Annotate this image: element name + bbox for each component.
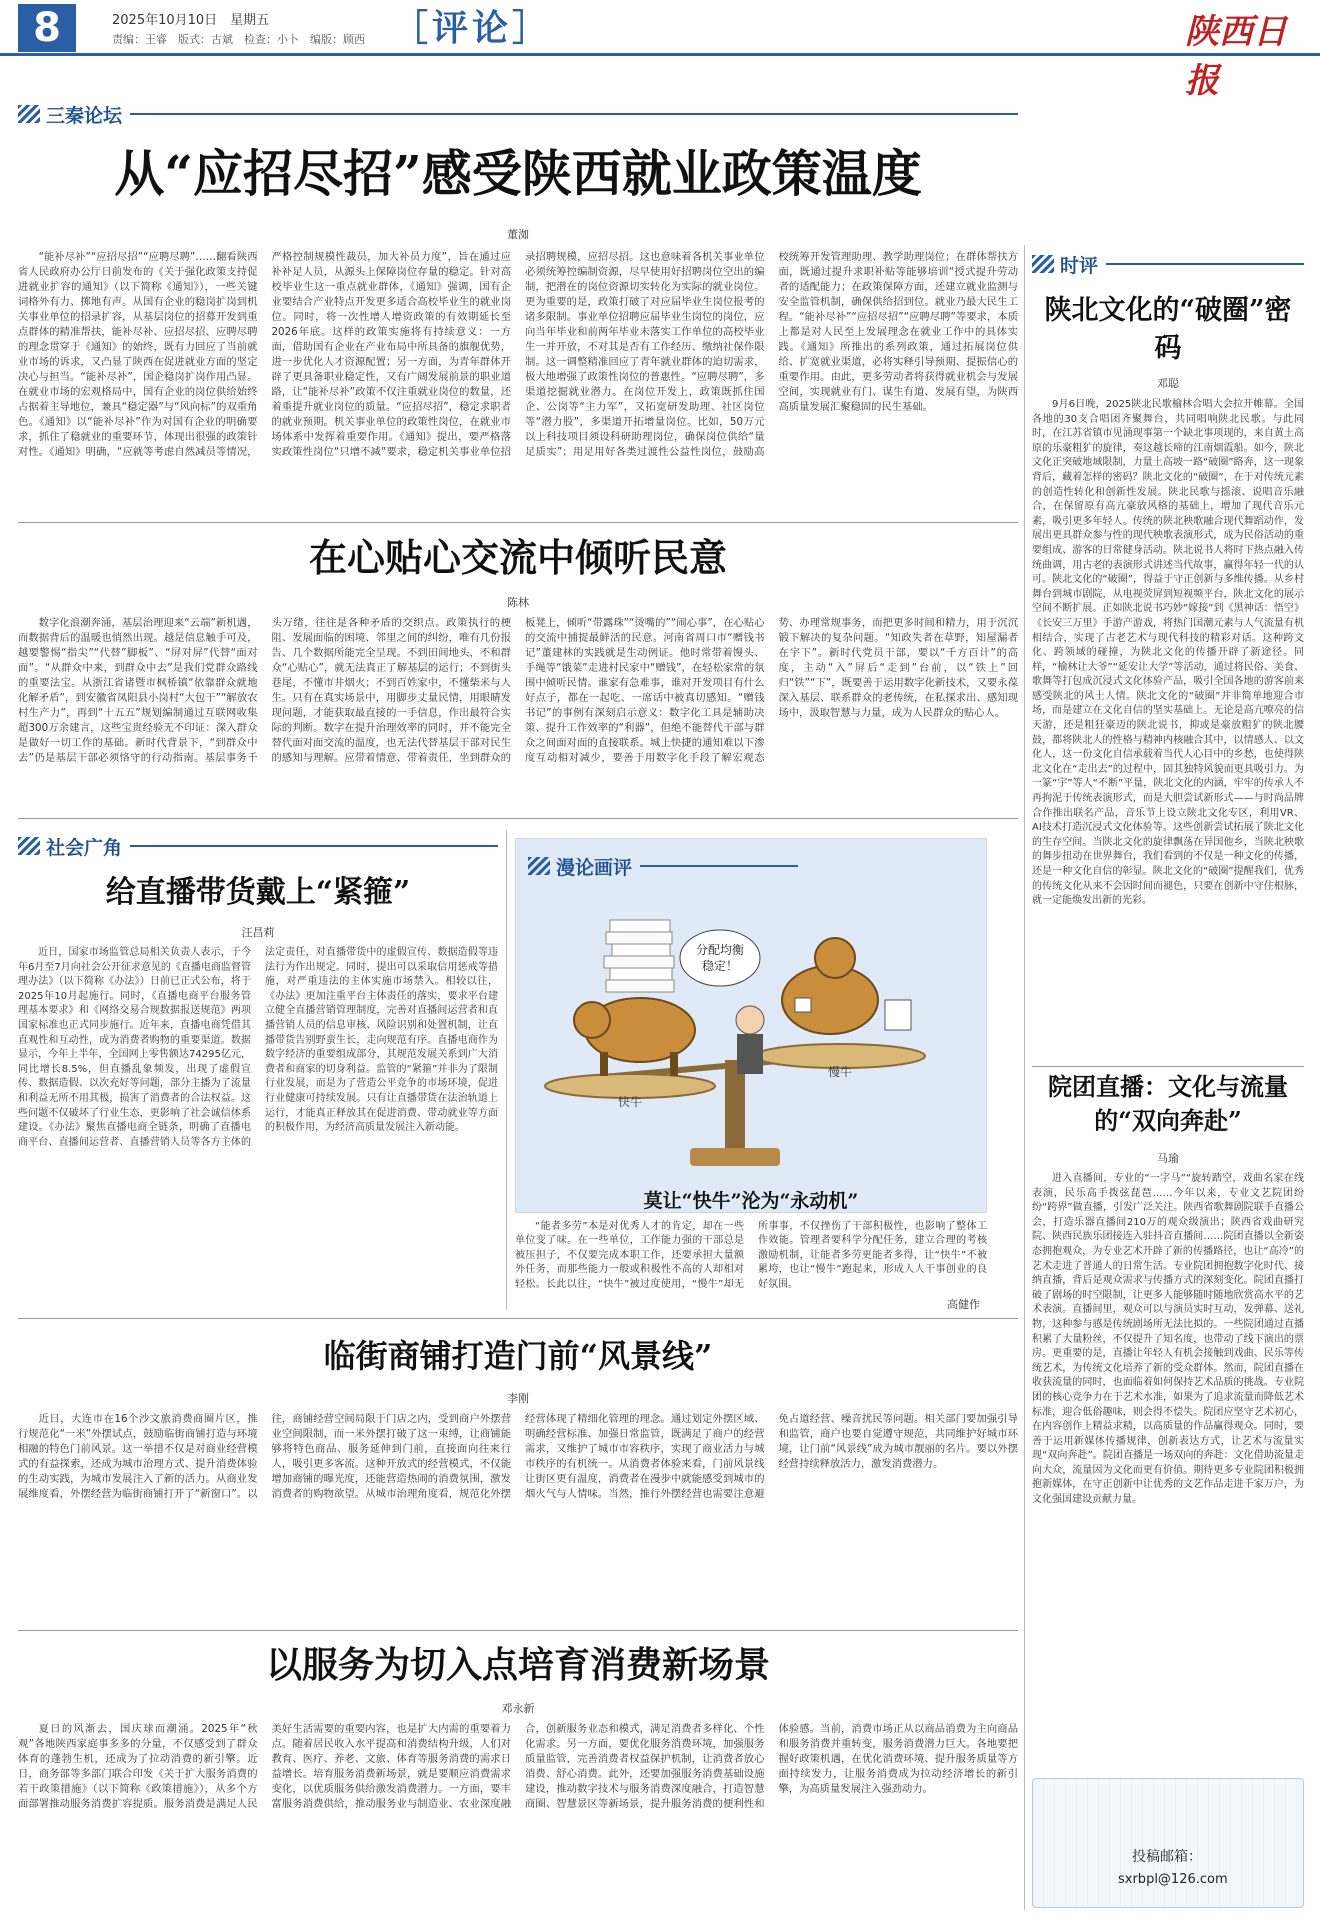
cartoon-author: 高健作 [947,1298,980,1311]
cartoon-illustration [530,880,970,1180]
body-article3: 9月6日晚，2025陕北民歌榆林合唱大会拉开帷幕。全国各地的30支合唱团齐聚舞台，共同唱响陕北民歌。与此同时，在江苏省镇市见涌现事第一个缺北事项现的，来自黄土高原的乐豪粗犷的旋律，奏这越长啼的江南烟霞船。如今，陕北文化正突破地域限制，力量土高坡一路“破圈”路奔，这一现象背后，藏着怎样的密码？陕北文化的“破圈”，在于对传统元素的创造性转化和创新性发展。陕北民歌与摇滚、说唱音乐融合，在保留原有高亢豪放风格的基础上，增加了现代音乐元素，吸引更多年轻人。传统的陕北秧歌融合现代舞蹈动作，发展出更具群众参与性的现代秧歌表演形式，成为民俗活动的重要组成、游客的日常健身活动。陕北说书人将时下热点融入传统曲调，用古老的表演形式讲述当代故事，赢得年轻一代的认可。陕北文化的“破圈”，得益于守正创新与多维传播。从乡村舞台到城市剧院，从电视荧屏到短视频平台，陕北文化的展示空间不断扩展。正如陕北说书巧妙“嫁接”到《黑神话：悟空》《长安三万里》手游产游戏，将热门国潮元素与人气流量有机相结合，实现了古老艺术与现代科技的精彩对话。这种跨文化、跨领域的碰撞，为陕北文化的传播开辟了新途径。同样，“榆林让大爷”“延安让大学”等活动，通过将民俗、美食、歌舞等打包成沉浸式文化体验产品，吸引全国各地的游客前来感受陕北的风土人情。陕北文化的“破圈”并非简单地迎合市场，而是建立在文化自信的坚实基础上。无论是高亢嘹亮的信天游，还是粗狂豪迈的陕北说书，抑或是豪放粗犷的陕北腰鼓，都将陕北人的性格与精神内核融合其中，以情感人、以文化人，这一份文化自信承载着当代人心目中的乡愁，也使得陕北文化在“走出去”的过程中，固其独特风貌而更具吸引力。为一篆“宇”等人“不断”平量，陕北文化的内涵，牢牢的传承人不再拘泥于传统表演形式，而是大胆尝试新形式——与时尚品牌合作推出联名产品，音乐节上设立陕北文化专区，利用VR、AI技术打造沉浸式文化体验等。这些创新尝试拓展了陕北文化的生存空间。当陕北文化的旋律飘荡在异国他乡，当陕北秧歌的舞步扭动在世界舞台，我们看到的不仅是一种文化的传播，还是一种文化自信的彰显。陕北文化的“破圈”提醒我们，优秀的传统文化从来不会因时间而褪色，只要在创新中守住根脉，就一定能焕发出新的光彩。 [1032,399,1304,907]
paper-stack-icon [604,920,674,992]
byline-article2: 陈林 [507,596,529,609]
headline-article7: 以服务为切入点培育消费新场景 [265,1644,770,1686]
byline-article4: 汪昌莉 [241,926,275,939]
divider [640,865,798,867]
submission-label: 投稿邮箱： [1132,1849,1202,1865]
divider [130,845,498,847]
byline-article7: 邓永新 [501,1702,535,1715]
body-cartoon: “能者多劳”本是对优秀人才的肯定，却在一些单位变了味。在一些单位，工作能力强的干部总是被压担子，不仅要完成本职工作，还要承担大量额外任务，而那些能力一般或积极性不高的人却相对轻松。长此以往，“快牛”被过度使用，“慢牛”却无所事事，不仅挫伤了干部积极性，也影响了整体工作效能。管理者要科学分配任务，建立合理的考核激励机制，让能者多劳更能者多得，让“快牛”不被累垮，也让“慢牛”跑起来，形成人人干事创业的良好氛围。 [515,1221,987,1290]
headline-article4: 给直播带货戴上“紧箍” [105,875,411,910]
headline-article3: 陕北文化的“破圈”密码 [1044,295,1292,364]
stripe-icon [18,837,40,855]
submission-email[interactable]: sxrbpl@126.com [1118,1872,1228,1887]
submission-box [1032,1778,1304,1908]
divider [18,1318,1018,1319]
newspaper-icon [885,1000,911,1030]
column-label-text: 时评 [1060,254,1099,277]
body-article4: 近日，国家市场监管总局相关负责人表示，于今年6月至7月向社会公开征求意见的《直播电商监督管理办法》（以下简称《办法》）日前已正式公布，将于2025年10月起施行。同时，《直播电商平台服务管理基本要求》和《网络交易合规数据报送规范》两项国家标准也正式同步施行。近年来，直播电商凭借其直观性和互动性，成为消费者购物的重要渠道。数据显示，今年上半年，全国网上零售额达74295亿元，同比增长8.5%，但直播乱象频发，出现了虚假宣传、数据造假、以次充好等问题，部分主播为了流量和利益无所不用其极，损害了消费者的合法权益。这些问题不仅破坏了行业生态，更影响了社会诚信体系建设。《办法》聚焦直播电商全链条，明确了直播电商平台、直播间运营者、直播营销人员等各方主体的法定责任，对直播带货中的虚假宣传、数据造假等违法行为作出规定。同时，提出可以采取信用惩戒等措施，对严重违法的主体实施市场禁入。相较以往，《办法》更加注重平台主体责任的落实，要求平台建立健全直播营销管理制度，完善对直播间运营者和直播营销人员的信息审核、风险识别和处置机制，让直播带货告别野蛮生长，走向规范有序。直播电商作为数字经济的重要组成部分，其规范发展关系到广大消费者和商家的切身利益。监管的“紧箍”并非为了限制行业发展，而是为了营造公平竞争的市场环境，促进行业健康可持续发展。只有让直播带货在法治轨道上运行，才能真正释放其在促进消费、带动就业等方面的积极作用，为经济高质量发展注入新动能。 [18,947,498,1148]
column-divider [506,830,507,1310]
right-plate-label: 慢牛 [827,1065,853,1079]
stripe-icon [528,857,550,875]
newspaper-logo: 陕西日报 [1185,12,1287,101]
manager-figure-icon [736,1006,764,1074]
divider [1032,1066,1304,1067]
body-article7: 夏日的风渐去，国庆球而潮涌。2025年“秋观”各地陕西家庭事多多的分量，不仅感受到了群众体育的蓬勃生机，还成为了拉动消费的新引擎。近日，商务部等多部门联合印发《关于扩大服务消费的若干政策措施》（以下简称《政策措施》），从多个方面部署推动服务消费扩容提质。服务消费是满足人民美好生活需要的重要内容，也是扩大内需的重要着力点。随着居民收入水平提高和消费结构升级，人们对教育、医疗、养老、文旅、体育等服务消费的需求日益增长。培育服务消费新场景，就是要顺应消费需求变化，以优质服务供给激发消费潜力。一方面，要丰富服务消费供给，推动服务业与制造业、农业深度融合，创新服务业态和模式，满足消费者多样化、个性化需求。另一方面，要优化服务消费环境，加强服务质量监管，完善消费者权益保护机制，让消费者放心消费、舒心消费。此外，还要加强服务消费基础设施建设，推动数字技术与服务消费深度融合，打造智慧商圈、智慧景区等新场景，提升服务消费的便利性和体验感。当前，消费市场正从以商品消费为主向商品和服务消费并重转变，服务消费潜力巨大。各地要把握好政策机遇，在优化消费环境、提升服务质量等方面持续发力，让服务消费成为拉动经济增长的新引擎，为高质量发展注入强劲动力。 [18,1723,1018,1810]
byline-article3: 邓聪 [1157,377,1179,390]
column-label-text: 社会广角 [46,836,123,859]
column-label-shehui [18,832,498,860]
speech-bubble-text: 稳定！ [701,959,739,973]
column-label-text: 漫论画评 [556,856,633,879]
left-plate-label: 快牛 [617,1095,643,1109]
body-article1: “能补尽补”“应招尽招”“应聘尽聘”……翻看陕西省人民政府办公厅日前发布的《关于强化政策支持促进就业扩容的通知》（以下简称《通知》），一些关键词格外有力、掷地有声。从国有企业的稳岗扩岗到机关事业单位的招录扩容，从基层岗位的招募开发到重点群体的精准帮扶，能补尽补、应招尽招、应聘尽聘的理念贯穿于《通知》的始终，既有力回应了当前就业市场的诉求，又凸显了陕西在促进就业方面的坚定决心与担当。“能补尽补”，国企稳岗扩岗作用凸显。在就业市场的宏观格局中，国有企业的岗位供给始终占据着主导地位，兼具“稳定器”与“风向标”的双重角色。《通知》以“能补尽补”作为对国有企业的明确要求，抓住了稳就业的重要环节，体现出很强的政策针对性。《通知》明确，“应就等考虑自然减员等情况，严格控制规模性裁员，加大补员力度”，旨在通过应补补足人员，从源头上保障岗位存量的稳定。针对高校毕业生这一重点就业群体，《通知》强调，国有企业要结合产业特点开发更多适合高校毕业生的就业岗位。同时，将一次性增人增资政策的有效期延长至2026年底。这样的政策实施将有持续意义：一方面，借助国有企业在产业布局中所具备的旗舰优势，进一步优化人才资源配置；另一方面，为青年群体开辟了更具备职业稳定性，又有广阔发展前景的职业道路，让“能补尽补”政策不仅注重就业岗位的数量，还着重提升就业岗位的质量。“应招尽招”，稳定求职者的就业预期。机关事业单位的政策性岗位，在就业市场体系中发挥着重要作用。《通知》提出，要严格落实政策性岗位“只增不减”要求，稳定机关事业单位招录招聘规模，应招尽招。这也意味着各机关事业单位必须统筹控编制资源，尽早使用好招聘岗位空出的编制，把潜在的岗位资源切实转化为实际的就业岗位。更为重要的是，政策打破了对应届毕业生岗位报考的诸多限制。事业单位招聘应届毕业生岗位的岗位，应向当年毕业和前两年毕业未落实工作单位的高校毕业生一并开放，不对其是否有工作经历、缴纳社保作限制。这一调整精准回应了青年就业群体的迫切需求，极大地增强了政策性岗位的普惠性。“应聘尽聘”，多渠道挖掘就业潜力。在岗位开发上，政策既抓住国企、公岗等“主力军”，又拓宽研发助理、社区岗位等“潜力股”，多渠道开拓增量岗位。比如，50万元以上科技项目须设科研助理岗位，确保岗位供给“量足质实”；用足用好各类过渡性公益性岗位，鼓励高校统筹开发管理助理、教学助理岗位；在群体帮扶方面，既通过提升求职补贴等能够培训“授式提升劳动者的适配能力；在政策保障方面，还建立就业监测与安全监管机制，确保供给招到位。就业乃最大民生工程。“能补尽补”“应招尽招”“应聘尽聘”等要求，本质上都是对人民至上发展理念在就业工作中的具体实践。《通知》所推出的系列政策，通过拓展岗位供给、扩宽就业渠道，必将实释引导预期、提振信心的重要作用。由此，更多劳动者将获得就业机会与发展空间，实现就业有门、谋生有道、发展有望，为陕西高质量发展汇聚稳固的民生基础。 [18,251,1018,458]
byline-article1: 董洳 [507,228,529,241]
editors-credit: 责编：王睿 版式：古斌 检查：小卜 编版：顾西 [112,33,365,46]
headline-article2: 在心贴心交流中倾听民意 [308,535,727,580]
body-article6: 进入直播间，专业的“一字马”“旋转踏空，戏曲名家在线表演，民乐高手拨弦琵琶……今年以来，专业文艺院团纷纷“跨界”做直播，引发广泛关注。陕西省歌舞剧院联手直播公会，打造乐器直播间210万的观众级演出；陕西省戏曲研究院、陕西民族乐团接连入驻抖音直播间……院团直播以全新姿态拥抱观众，为专业艺术开辟了新的传播路径，也让“高冷”的艺术走进了普通人的日常生活。专业院团拥抱数字化时代、接纳直播，背后是观众需求与传播方式的深刻变化。院团直播打破了剧场的时空限制，让更多人能够随时随地欣赏高水平的艺术表演。直播间里，观众可以与演员实时互动，发弹幕、送礼物，这种参与感是传统剧场所无法比拟的。一些院团通过直播积累了大量粉丝，不仅提升了知名度，也带动了线下演出的票房。更重要的是，直播让年轻人有机会接触到戏曲、民乐等传统艺术，为传统文化培养了新的受众群体。然而，院团直播在收获流量的同时，也面临着如何保持艺术品质的挑战。专业院团的核心竞争力在于艺术水准，如果为了追求流量而降低艺术标准，迎合低俗趣味，则会得不偿失。院团应坚守艺术初心，在内容创作上精益求精，以高质量的作品赢得观众。同时，要善于运用新媒体传播规律，创新表达方式，让艺术与流量实现“双向奔赴”。院团直播是一场双向的奔赴：文化借助流量走向大众，流量因为文化而更有价值。期待更多专业院团积极拥抱新媒体，在守正创新中让优秀的文艺作品走进千家万户，为文化强国建设贡献力量。 [1032,1173,1304,1506]
cup-icon [795,998,811,1012]
column-label-sanqin [18,100,1018,128]
speech-bubble [680,930,760,986]
masthead [0,0,1320,101]
divider [130,113,1018,115]
column-label-text: 三秦论坛 [46,104,123,127]
speech-bubble-text: 分配均衡 [695,943,745,957]
column-divider [1024,245,1025,1910]
body-article5: 近日，大连市在16个沙文旅消费商圈片区，推行规范化“一米”外摆试点，鼓励临街商铺打造与环境相融的特色门前风景。这一举措不仅是对商业经营模式的有益探索，还成为城市治理方式、提升消费体验的生动实践，为城市发展注入了新的活力。从商业发展维度看，外摆经营为临街商铺打开了“新窗口”。以往，商铺经营空间局限于门店之内，受到商户外摆营业空间限制，而一米外摆打破了这一束缚，让商铺能够将特色商品、服务延伸到门前，直接面向往来行人，吸引更多客流。这种开放式的经营模式，不仅能增加商铺的曝光度，还能营造热闹的消费氛围，激发消费者的购物欲望。从城市治理角度看，规范化外摆经营体现了精细化管理的理念。通过划定外摆区域、明确经营标准、加强日常监管，既满足了商户的经营需求，又维护了城市市容秩序，实现了商业活力与城市秩序的有机统一。从消费者体验来看，门前风景线让街区更有温度，消费者在漫步中就能感受到城市的烟火气与人情味。当然，推行外摆经营也需要注意避免占道经营、噪音扰民等问题。相关部门要加强引导和监管，商户也要自觉遵守规范，共同维护好城市环境，让门前“风景线”成为城市靓丽的名片。要以外摆经营持续释放活力，激发消费潜力。 [18,1413,1018,1500]
divider [18,1630,1018,1631]
page-number: 8 [18,4,76,52]
slow-ox-icon [782,938,911,1034]
fast-ox-icon [574,998,695,1076]
issue-date: 2025年10月10日 星期五 [112,13,270,28]
body-article2: 数字化浪潮奔涌，基层治理迎来“云端”新机遇，而数据背后的温暖也悄然出现。越是信息触手可及，越要警惕“指尖”“代替”脚板”、“屏对屏”代替“面对面”。“从群众中来，到群众中去”是我们党群众路线的重要法宝。从浙江省诸暨市枫桥镇“依靠群众就地化解矛盾”，到安徽省凤阳县小岗村“大包干”“解放农村生产力”，再到“十五五”规划编制通过互联网收集超300万余建言，这些宝贵经验无不印证：深入群众是做好一切工作的基础。新时代背景下，“到群众中去”仍是基层干部必须恪守的行动指南。基层事务千头万绪，往往是各种矛盾的交织点。政策执行的梗阻、发展面临的困境、邻里之间的纠纷，唯有几份报告、几个数据所能完全呈现。不到田间地头，不和群众“心贴心”，就无法真正了解基层的运行；不到街头巷尾，不懂市井烟火；不到百姓家中，不懂柴米与人生。只有在真实场景中，用脚步丈量民情，用眼睛发现问题，才能获取最直接的一手信息，作出最符合实际的判断。数字在提升治理效率的同时，并不能完全替代面对面交流的温度，也无法代替基层干部对民生的感知与理解。应带着情意、带着责任，坐到群众的板凳上，倾听“带露珠”“烫嘴的”“闹心事”，在心贴心的交流中捕捉最鲜活的民意。河南省周口市“赠钱书记”董建林的实践就是生动例证。他时常带着馒头、手绳等“饿菜”走进村民家中“赠钱”，在轻松家常的氛围中倾听民情。谁家有急难事，谁对开发项目有什么好点子，都在一起吃、一席话中被真切感知。“赠钱书记”的事例有深刻启示意义：数字化工具是辅助决策、提升工作效率的“利器”，但绝不能替代干部与群众之间面对面的直接联系。城上快捷的通知难以下渗度互动相对减少，要善于用数字化手段了解宏观态势、办理常规事务，而把更多时间和精力，用于沉沉锻下解决的复杂问题。“知政失者在草野，知屋漏者在宇下”。新时代党员干部，要以“千方百计”的高度，主动“入”屏后“走到”台前，以“铁上”回归“铁”“下”，既要善于运用数字化新技术，又要永葆深入基层、联系群众的老传统，在私探求出、感知现场中，汲取智慧与力量，成为人民群众的贴心人。 [18,617,1018,764]
stripe-icon [18,105,40,123]
column-label-mantan [528,852,798,880]
scale-base [690,1148,780,1166]
cartoon-caption: 莫让“快牛”沦为“永动机” [643,1190,859,1212]
headline-article5: 临街商铺打造门前“风景线” [323,1337,713,1375]
headline-article6: 院团直播：文化与流量的“双向奔赴” [1048,1072,1288,1135]
divider [18,818,1018,819]
column-label-shiping [1032,250,1304,278]
headline-article1: 从“应招尽招”感受陕西就业政策温度 [114,144,922,203]
section-title: ［评论］ [392,8,553,49]
divider [1106,263,1304,265]
byline-article5: 李刚 [507,1392,529,1405]
divider [18,522,1018,523]
byline-article6: 马瑜 [1157,1152,1179,1165]
stripe-icon [1032,255,1054,273]
